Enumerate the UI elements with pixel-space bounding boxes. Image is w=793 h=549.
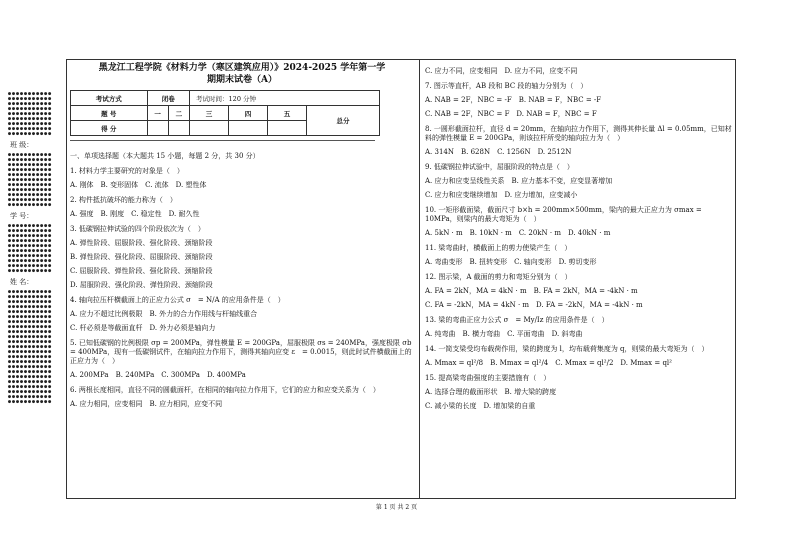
score-label: 得 分 [71,121,148,136]
exam-time: 考试时间：120 分钟 [190,91,380,106]
answer-options: A. 应力和应变呈线性关系 B. 应力基本不变，应变显著增加 [425,177,613,185]
score-cell [229,121,268,136]
question-text: 3. 低碳钢拉伸试验的四个阶段依次为（ ） [70,225,205,233]
question-col: 三 [190,106,229,121]
answer-options: A. 弹性阶段、屈服阶段、强化阶段、颈缩阶段 [70,239,213,247]
question-text: 9. 低碳钢拉伸试验中，屈服阶段的特点是（ ） [425,163,574,171]
answer-options: B. 弹性阶段、强化阶段、屈服阶段、颈缩阶段 [70,253,213,261]
right-question-list [425,67,733,411]
answer-options: A. FA = 2kN，MA = 4kN · m B. FA = 2kN，MA = -4kN · m [425,287,638,295]
score-cell [168,121,189,136]
answer-options: C. FA = -2kN，MA = 4kN · m D. FA = -2kN，MA = -4kN · m [425,301,643,309]
question-text: 7. 图示等直杆，AB 段和 BC 段的轴力分别为（ ） [425,82,588,90]
score-cell [147,121,168,136]
question-text: 1. 材料力学主要研究的对象是（ ） [70,167,184,175]
right-column [425,62,733,411]
question-text: 5. 已知低碳钢的比例极限 σp = 200MPa，弹性模量 E = 200GPa，屈服极限 σs = 240MPa，强度极限 σb = 400MPa，现有一低碳钢试件，在轴向拉力作用下，测得其轴向应变 ε = 0.0015，则此时试件横截面上的正应力为（ ） [70,339,412,365]
name-label: 姓 名： [10,278,34,286]
left-column [70,62,414,409]
section-heading: 一、单项选择题（本大题共 15 小题，每题 2 分，共 30 分） [70,152,260,160]
question-text: 8. 一圆形截面拉杆，直径 d = 20mm，在轴向拉力作用下，测得其伸长量 Δl = 0.05mm，已知材料的弹性模量 E = 200GPa，则该拉杆所受的轴向拉力为（ ） [425,125,732,142]
answer-options: A. 应力相同，应变相同 B. 应力相同，应变不同 [70,400,223,408]
answer-options: A. 刚体 B. 变形固体 C. 流体 D. 塑性体 [70,181,207,189]
class-label: 班 级： [10,141,34,149]
answer-options: A. 弯曲变形 B. 扭转变形 C. 轴向变形 D. 剪切变形 [425,258,597,266]
answer-options: C. 杆必须是等截面直杆 D. 外力必须是轴向力 [70,324,216,332]
exam-title-line1: 黑龙江工程学院《材料力学（寒区建筑应用）》2024-2025 学年第一学 [98,63,386,73]
question-col: 四 [229,106,268,121]
answer-options: A. 314N B. 628N C. 1256N D. 2512N [425,148,572,156]
answer-options: A. Mmax = ql²/8 B. Mmax = ql²/4 C. Mmax = ql²/2 D. Mmax = ql² [425,359,672,367]
total-label: 总分 [307,106,380,136]
answer-options: C. 应力不同，应变相同 D. 应力不同，应变不同 [425,67,578,75]
student-id-label: 学 号： [10,212,34,220]
binding-margin [8,92,56,405]
score-cell [190,121,229,136]
question-text: 15. 提高梁弯曲强度的主要措施有（ ） [425,374,551,382]
question-col: 五 [268,106,307,121]
column-divider [419,59,420,499]
answer-options: A. 选择合理的截面形状 B. 增大梁的跨度 [425,388,557,396]
dotted-line: ●●●●●●●●●●● ●●●●●●●●●●● ●●●●●●●●●●● ●●●●●●●●●●● ●●●●●●●●●●● ●●●●●●●●●●● ●●●●●●●●●●● ●●●●●●●●●●● ●●●●●●●●●●● ●●●●●●●●●●● [8,223,53,274]
question-text: 11. 梁弯曲时，横截面上的剪力使梁产生（ ） [425,244,572,252]
left-question-list [70,167,414,409]
question-col: 二 [168,106,189,121]
answer-options: D. 屈服阶段、强化阶段、弹性阶段、颈缩阶段 [70,281,213,289]
dotted-line: ●●●●●●●●●●● ●●●●●●●●●●● ●●●●●●●●●●● ●●●●●●●●●●● ●●●●●●●●●●● ●●●●●●●●●●● ●●●●●●●●●●● ●●●●●●●●●●● ●●●●●●●●●●● ●●●●●●●●●●● ●●●●●●●●●●● [8,152,53,208]
answer-options: C. NAB = 2F，NBC = F D. NAB = F，NBC = F [425,110,597,118]
answer-options: A. NAB = 2F，NBC = -F B. NAB = F，NBC = -F [425,96,602,104]
exam-title-line2: 期期末试卷（A） [207,75,277,85]
question-text: 6. 两根长度相同，直径不同的圆截面杆，在相同的轴向拉力作用下，它们的应力和应变关系为（ ） [70,386,380,394]
answer-options: C. 屈服阶段、弹性阶段、强化阶段、颈缩阶段 [70,267,213,275]
answer-options: A. 5kN · m B. 10kN · m C. 20kN · m D. 40kN · m [425,229,611,237]
question-text: 10. 一矩形截面梁，截面尺寸 b×h = 200mm×500mm，梁内的最大正应力为 σmax = 10MPa，则梁内的最大弯矩为（ ） [425,206,702,223]
answer-options: A. 200MPa B. 240MPa C. 300MPa D. 400MPa [70,371,246,379]
question-text: 13. 梁的弯曲正应力公式 σ = My/Iz 的应用条件是（ ） [425,316,609,324]
answer-options: C. 减小梁的长度 D. 增加梁的自重 [425,402,536,410]
answer-options: A. 纯弯曲 B. 横力弯曲 C. 平面弯曲 D. 斜弯曲 [425,330,583,338]
answer-options: A. 强度 B. 刚度 C. 稳定性 D. 耐久性 [70,210,200,218]
question-text: 2. 构件抵抗破坏的能力称为（ ） [70,196,177,204]
question-text: 12. 图示梁，A 截面的剪力和弯矩分别为（ ） [425,273,572,281]
question-text: 4. 轴向拉压杆横截面上的正应力公式 σ = N/A 的应用条件是（ ） [70,296,285,304]
exam-type-label: 考试方式 [71,91,148,106]
exam-type-value: 闭卷 [147,91,190,106]
separator-line [70,140,375,141]
score-table [70,90,380,136]
score-cell [268,121,307,136]
page-footer: 第 1 页 共 2 页 [375,504,418,511]
question-text: 14. 一简支梁受均布载荷作用，梁的跨度为 l，均布载荷集度为 q，则梁的最大弯矩为（ ） [425,345,709,353]
dotted-line: ●●●●●●●●●●● ●●●●●●●●●●● ●●●●●●●●●●● ●●●●●●●●●●● ●●●●●●●●●●● ●●●●●●●●●●● ●●●●●●●●●●● ●●●●●●●●●●● ●●●●●●●●●●● ●●●●●●●●●●● ●●●●●●●●●●● ●●●●●●●●●●● ●●●●●●●●●●● ●●●●●●●●●●● ●●●●●●●●●●● ●●●●●●●●●●● ●●●●●●●●●●● ●●●●●●●●●●● ●●●●●●●●●●● ●●●●●●●●●●● ●●●●●●●●●●● ●●●●●●●●●●● ●●●●●●●●●●● [8,289,53,405]
dotted-line: ●●●●●●●●●●● ●●●●●●●●●●● ●●●●●●●●●●● ●●●●●●●●●●● ●●●●●●●●●●● ●●●●●●●●●●● ●●●●●●●●●●● ●●●●●●●●●●● ●●●●●●●●●●● [8,91,53,137]
answer-options: C. 应力和应变继续增加 D. 应力增加，应变减小 [425,191,578,199]
question-number-label: 题 号 [71,106,148,121]
question-col: 一 [147,106,168,121]
answer-options: A. 应力不超过比例极限 B. 外力的合力作用线与杆轴线重合 [70,310,258,318]
